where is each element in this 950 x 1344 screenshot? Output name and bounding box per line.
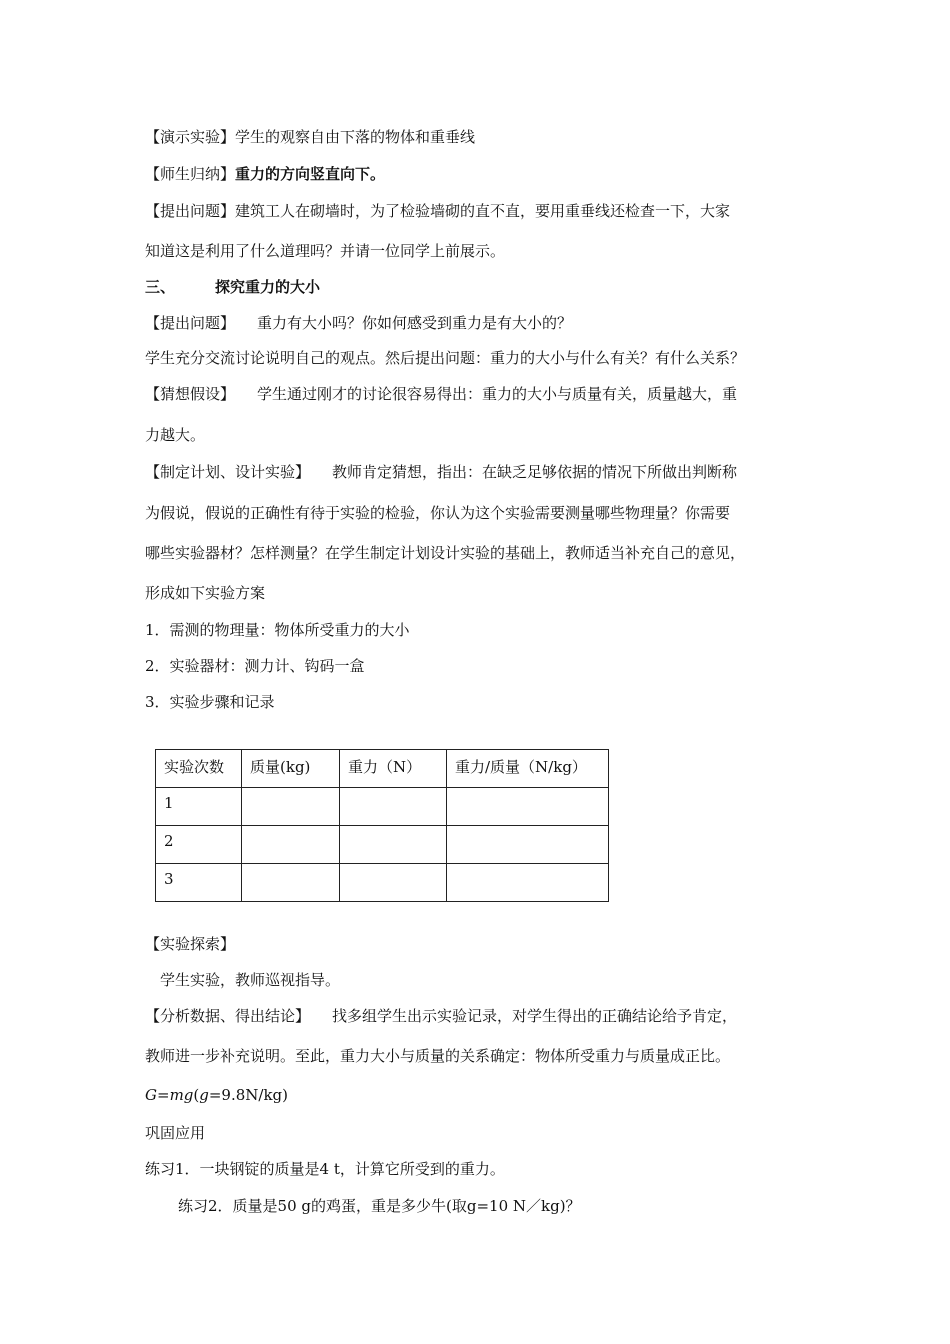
experiment-table xyxy=(155,749,609,902)
mass-cell[interactable] xyxy=(242,826,340,864)
ratio-cell[interactable] xyxy=(447,788,609,826)
section-number: 三、 xyxy=(145,278,176,296)
label-summary: 【师生归纳】 xyxy=(145,165,236,183)
list-item: 3．实验步骤和记录 xyxy=(145,693,275,711)
exercise-1: 练习1．一块钢锭的质量是4 t，计算它所受到的重力。 xyxy=(145,1160,505,1178)
para-question1 xyxy=(145,201,730,221)
table-header-row xyxy=(156,750,609,788)
formula-value: =9.8N/kg) xyxy=(208,1086,289,1104)
para-discussion: 学生充分交流讨论说明自己的观点。然后提出问题：重力的大小与什么有关？有什么关系？ xyxy=(145,349,746,367)
label-demo: 【演示实验】 xyxy=(145,128,236,146)
weight-cell[interactable] xyxy=(340,864,447,902)
text-plan: 教师肯定猜想，指出：在缺乏足够依据的情况下所做出判断称 xyxy=(332,463,738,481)
para-plan-cont2: 哪些实验器材？怎样测量？在学生制定计划设计实验的基础上，教师适当补充自己的意见， xyxy=(145,544,746,562)
trial-number: 3 xyxy=(156,864,242,902)
table-row xyxy=(156,826,609,864)
label-hypothesis: 【猜想假设】 xyxy=(145,385,236,403)
list-item: 1．需测的物理量：物体所受重力的大小 xyxy=(145,621,410,639)
label-plan: 【制定计划、设计实验】 xyxy=(145,463,311,481)
list-item: 2．实验器材：测力计、钩码一盒 xyxy=(145,657,365,675)
para-analysis-cont: 教师进一步补充说明。至此，重力大小与质量的关系确定：物体所受重力与质量成正比。 xyxy=(145,1047,731,1065)
text-demo: 学生的观察自由下落的物体和重垂线 xyxy=(235,128,476,146)
para-summary xyxy=(145,164,385,184)
formula-paren: ( xyxy=(193,1086,200,1104)
text-hypothesis: 学生通过刚才的讨论很容易得出：重力的大小与质量有关，质量越大，重 xyxy=(257,385,738,403)
trial-number: 2 xyxy=(156,826,242,864)
mass-cell[interactable] xyxy=(242,788,340,826)
table-row xyxy=(156,788,609,826)
para-analysis xyxy=(145,1006,737,1026)
formula xyxy=(145,1085,288,1105)
label-exploration: 【实验探索】 xyxy=(145,935,236,953)
para-plan-cont3: 形成如下实验方案 xyxy=(145,584,266,602)
mass-cell[interactable] xyxy=(242,864,340,902)
subheading-application: 巩固应用 xyxy=(145,1124,206,1142)
text-summary: 重力的方向竖直向下。 xyxy=(235,165,386,183)
text-question1: 建筑工人在砌墙时，为了检验墙砌的直不直，要用重垂线还检查一下，大家 xyxy=(235,202,731,220)
label-question2: 【提出问题】 xyxy=(145,314,236,332)
text-analysis: 找多组学生出示实验记录，对学生得出的正确结论给予肯定， xyxy=(332,1007,738,1025)
para-question2 xyxy=(145,313,572,333)
text-question2: 重力有大小吗？你如何感受到重力是有大小的？ xyxy=(257,314,573,332)
para-hypothesis xyxy=(145,384,737,404)
label-analysis: 【分析数据、得出结论】 xyxy=(145,1007,311,1025)
formula-g-weight: G xyxy=(145,1086,157,1104)
exercise-2: 练习2．质量是50 g的鸡蛋，重是多少牛(取g=10 N／kg)？ xyxy=(178,1197,581,1215)
weight-cell[interactable] xyxy=(340,826,447,864)
formula-equals: = xyxy=(156,1086,170,1104)
section-heading xyxy=(145,277,320,297)
header-ratio: 重力/质量（N/kg） xyxy=(447,750,609,788)
para-demo xyxy=(145,127,475,147)
text-exploration: 学生实验，教师巡视指导。 xyxy=(160,971,341,989)
section-title: 探究重力的大小 xyxy=(215,278,321,296)
ratio-cell[interactable] xyxy=(447,826,609,864)
header-mass: 质量(kg) xyxy=(242,750,340,788)
ratio-cell[interactable] xyxy=(447,864,609,902)
header-weight: 重力（N） xyxy=(340,750,447,788)
para-plan xyxy=(145,462,737,482)
trial-number: 1 xyxy=(156,788,242,826)
weight-cell[interactable] xyxy=(340,788,447,826)
formula-g: g xyxy=(199,1086,209,1104)
table-row xyxy=(156,864,609,902)
header-trial: 实验次数 xyxy=(156,750,242,788)
para-plan-cont1: 为假说，假说的正确性有待于实验的检验，你认为这个实验需要测量哪些物理量？你需要 xyxy=(145,504,731,522)
para-question1-cont: 知道这是利用了什么道理吗？并请一位同学上前展示。 xyxy=(145,242,506,260)
formula-mg: mg xyxy=(169,1086,194,1104)
label-question1: 【提出问题】 xyxy=(145,202,236,220)
para-hypothesis-cont: 力越大。 xyxy=(145,426,206,444)
